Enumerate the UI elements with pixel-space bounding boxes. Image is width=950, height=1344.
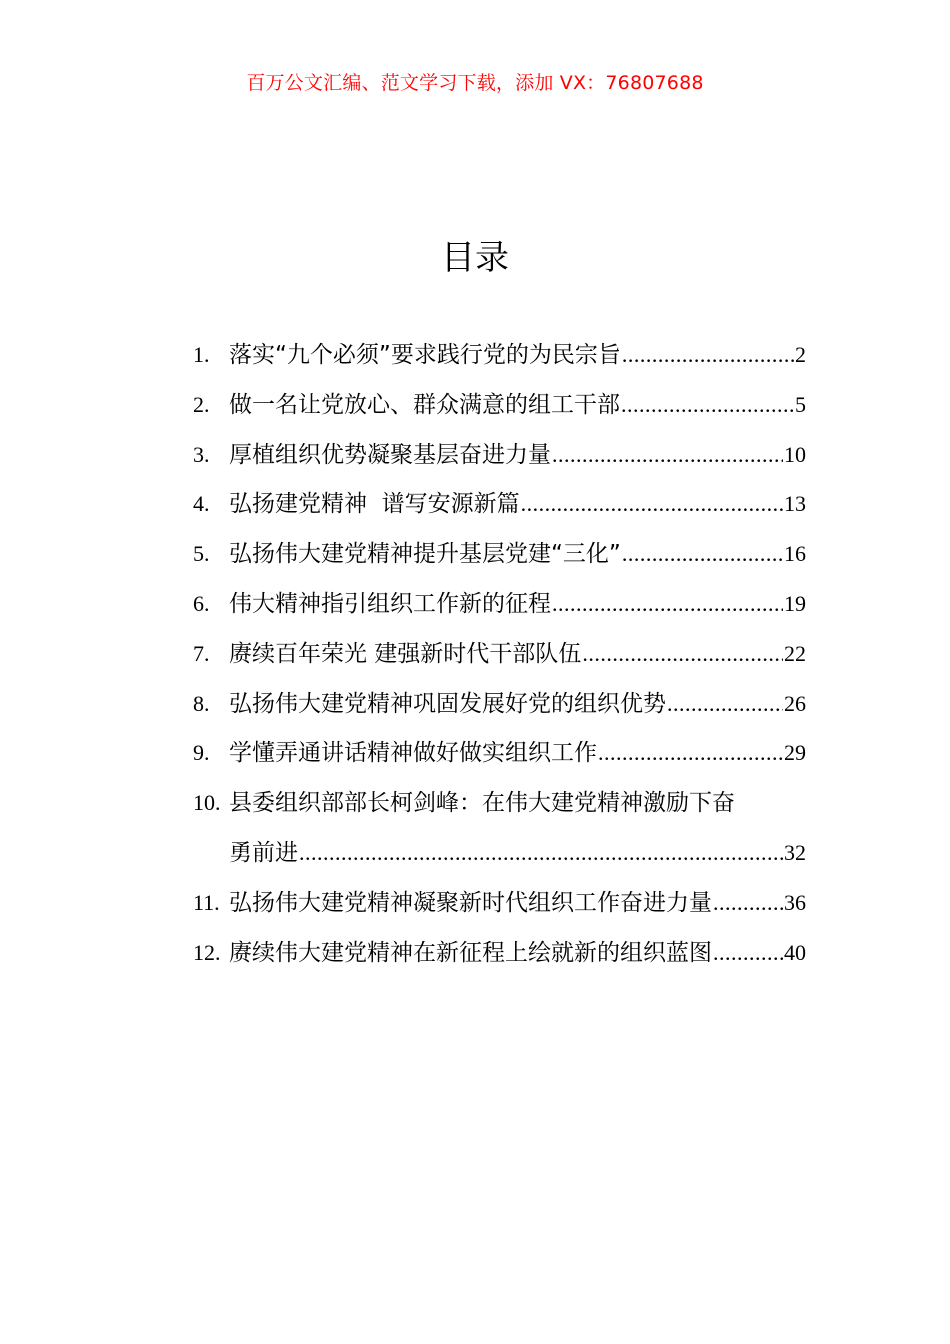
toc-dot-leader (621, 380, 794, 430)
toc-entry-title: 学懂弄通讲话精神做好做实组织工作 (229, 740, 597, 767)
toc-dot-leader (622, 529, 783, 579)
toc-entry-page: 2 (795, 342, 806, 367)
toc-entry[interactable] (193, 878, 806, 928)
toc-entry[interactable] (193, 479, 806, 529)
toc-entry-page: 19 (784, 590, 806, 616)
toc-dot-leader (598, 728, 783, 778)
table-of-contents (193, 330, 806, 977)
toc-entry-page: 5 (795, 391, 806, 417)
toc-dot-leader (552, 430, 783, 480)
toc-entry-title: 落实“九个必须”要求践行党的为民宗旨 (229, 342, 621, 368)
toc-dot-leader (667, 679, 783, 729)
header-banner: 百万公文汇编、范文学习下载，添加 VX：76807688 (246, 72, 704, 94)
toc-dot-leader (713, 928, 783, 978)
toc-entry-title: 弘扬伟大建党精神提升基层党建“三化” (229, 541, 621, 568)
toc-entry-title: 伟大精神指引组织工作新的征程 (229, 590, 551, 617)
toc-entry-number: 1. (193, 342, 210, 367)
toc-title: 目录 (441, 238, 509, 278)
toc-entry-number: 7. (193, 640, 210, 666)
toc-entry-page: 13 (784, 491, 806, 517)
toc-entry-page: 22 (784, 640, 806, 666)
toc-entry-page: 36 (784, 889, 806, 915)
toc-entry-number: 11. (193, 889, 220, 915)
toc-entry[interactable] (193, 430, 806, 480)
toc-dot-leader (299, 828, 783, 878)
toc-entry-number: 9. (193, 740, 210, 766)
toc-entry-title: 县委组织部部长柯剑峰：在伟大建党精神激励下奋 (229, 790, 735, 817)
toc-entry-title: 弘扬伟大建党精神巩固发展好党的组织优势 (229, 690, 666, 717)
toc-entry[interactable] (193, 330, 806, 380)
toc-entry-title: 做一名让党放心、群众满意的组工干部 (229, 391, 620, 418)
toc-entry-number: 2. (193, 391, 210, 417)
toc-entry-page: 16 (784, 541, 806, 567)
toc-dot-leader (521, 479, 783, 529)
toc-entry-number: 8. (193, 690, 210, 716)
toc-entry-title: 厚植组织优势凝聚基层奋进力量 (229, 441, 551, 468)
toc-entry-number: 12. (193, 939, 221, 965)
toc-entry-page: 32 (784, 839, 806, 865)
toc-entry[interactable] (193, 380, 806, 430)
toc-entry[interactable] (193, 928, 806, 978)
toc-entry-page: 40 (784, 939, 806, 965)
toc-entry-title: 赓续百年荣光 建强新时代干部队伍 (229, 640, 582, 667)
toc-entry[interactable] (193, 629, 806, 679)
toc-entry-title-continued: 勇前进 (229, 839, 298, 866)
toc-entry-page: 26 (784, 690, 806, 716)
toc-entry[interactable] (193, 728, 806, 778)
toc-dot-leader (713, 878, 783, 928)
toc-entry[interactable] (193, 529, 806, 579)
toc-entry-number: 4. (193, 491, 210, 517)
toc-entry-title: 弘扬伟大建党精神凝聚新时代组织工作奋进力量 (229, 889, 712, 916)
toc-entry[interactable] (193, 579, 806, 629)
toc-entry[interactable] (193, 679, 806, 729)
toc-dot-leader (582, 629, 783, 679)
toc-entry-number: 5. (193, 541, 210, 567)
toc-entry-number: 10. (193, 790, 221, 816)
toc-entry-page: 10 (784, 441, 806, 467)
toc-entry-page: 29 (784, 740, 806, 766)
toc-dot-leader (622, 330, 794, 380)
toc-entry[interactable] (193, 778, 806, 828)
toc-dot-leader (552, 579, 783, 629)
toc-entry-number: 6. (193, 590, 210, 616)
toc-entry-title: 弘扬建党精神 谱写安源新篇 (229, 491, 520, 518)
toc-entry-title: 赓续伟大建党精神在新征程上绘就新的组织蓝图 (229, 939, 712, 966)
toc-entry-number: 3. (193, 441, 210, 467)
toc-entry-continuation[interactable] (193, 828, 806, 878)
